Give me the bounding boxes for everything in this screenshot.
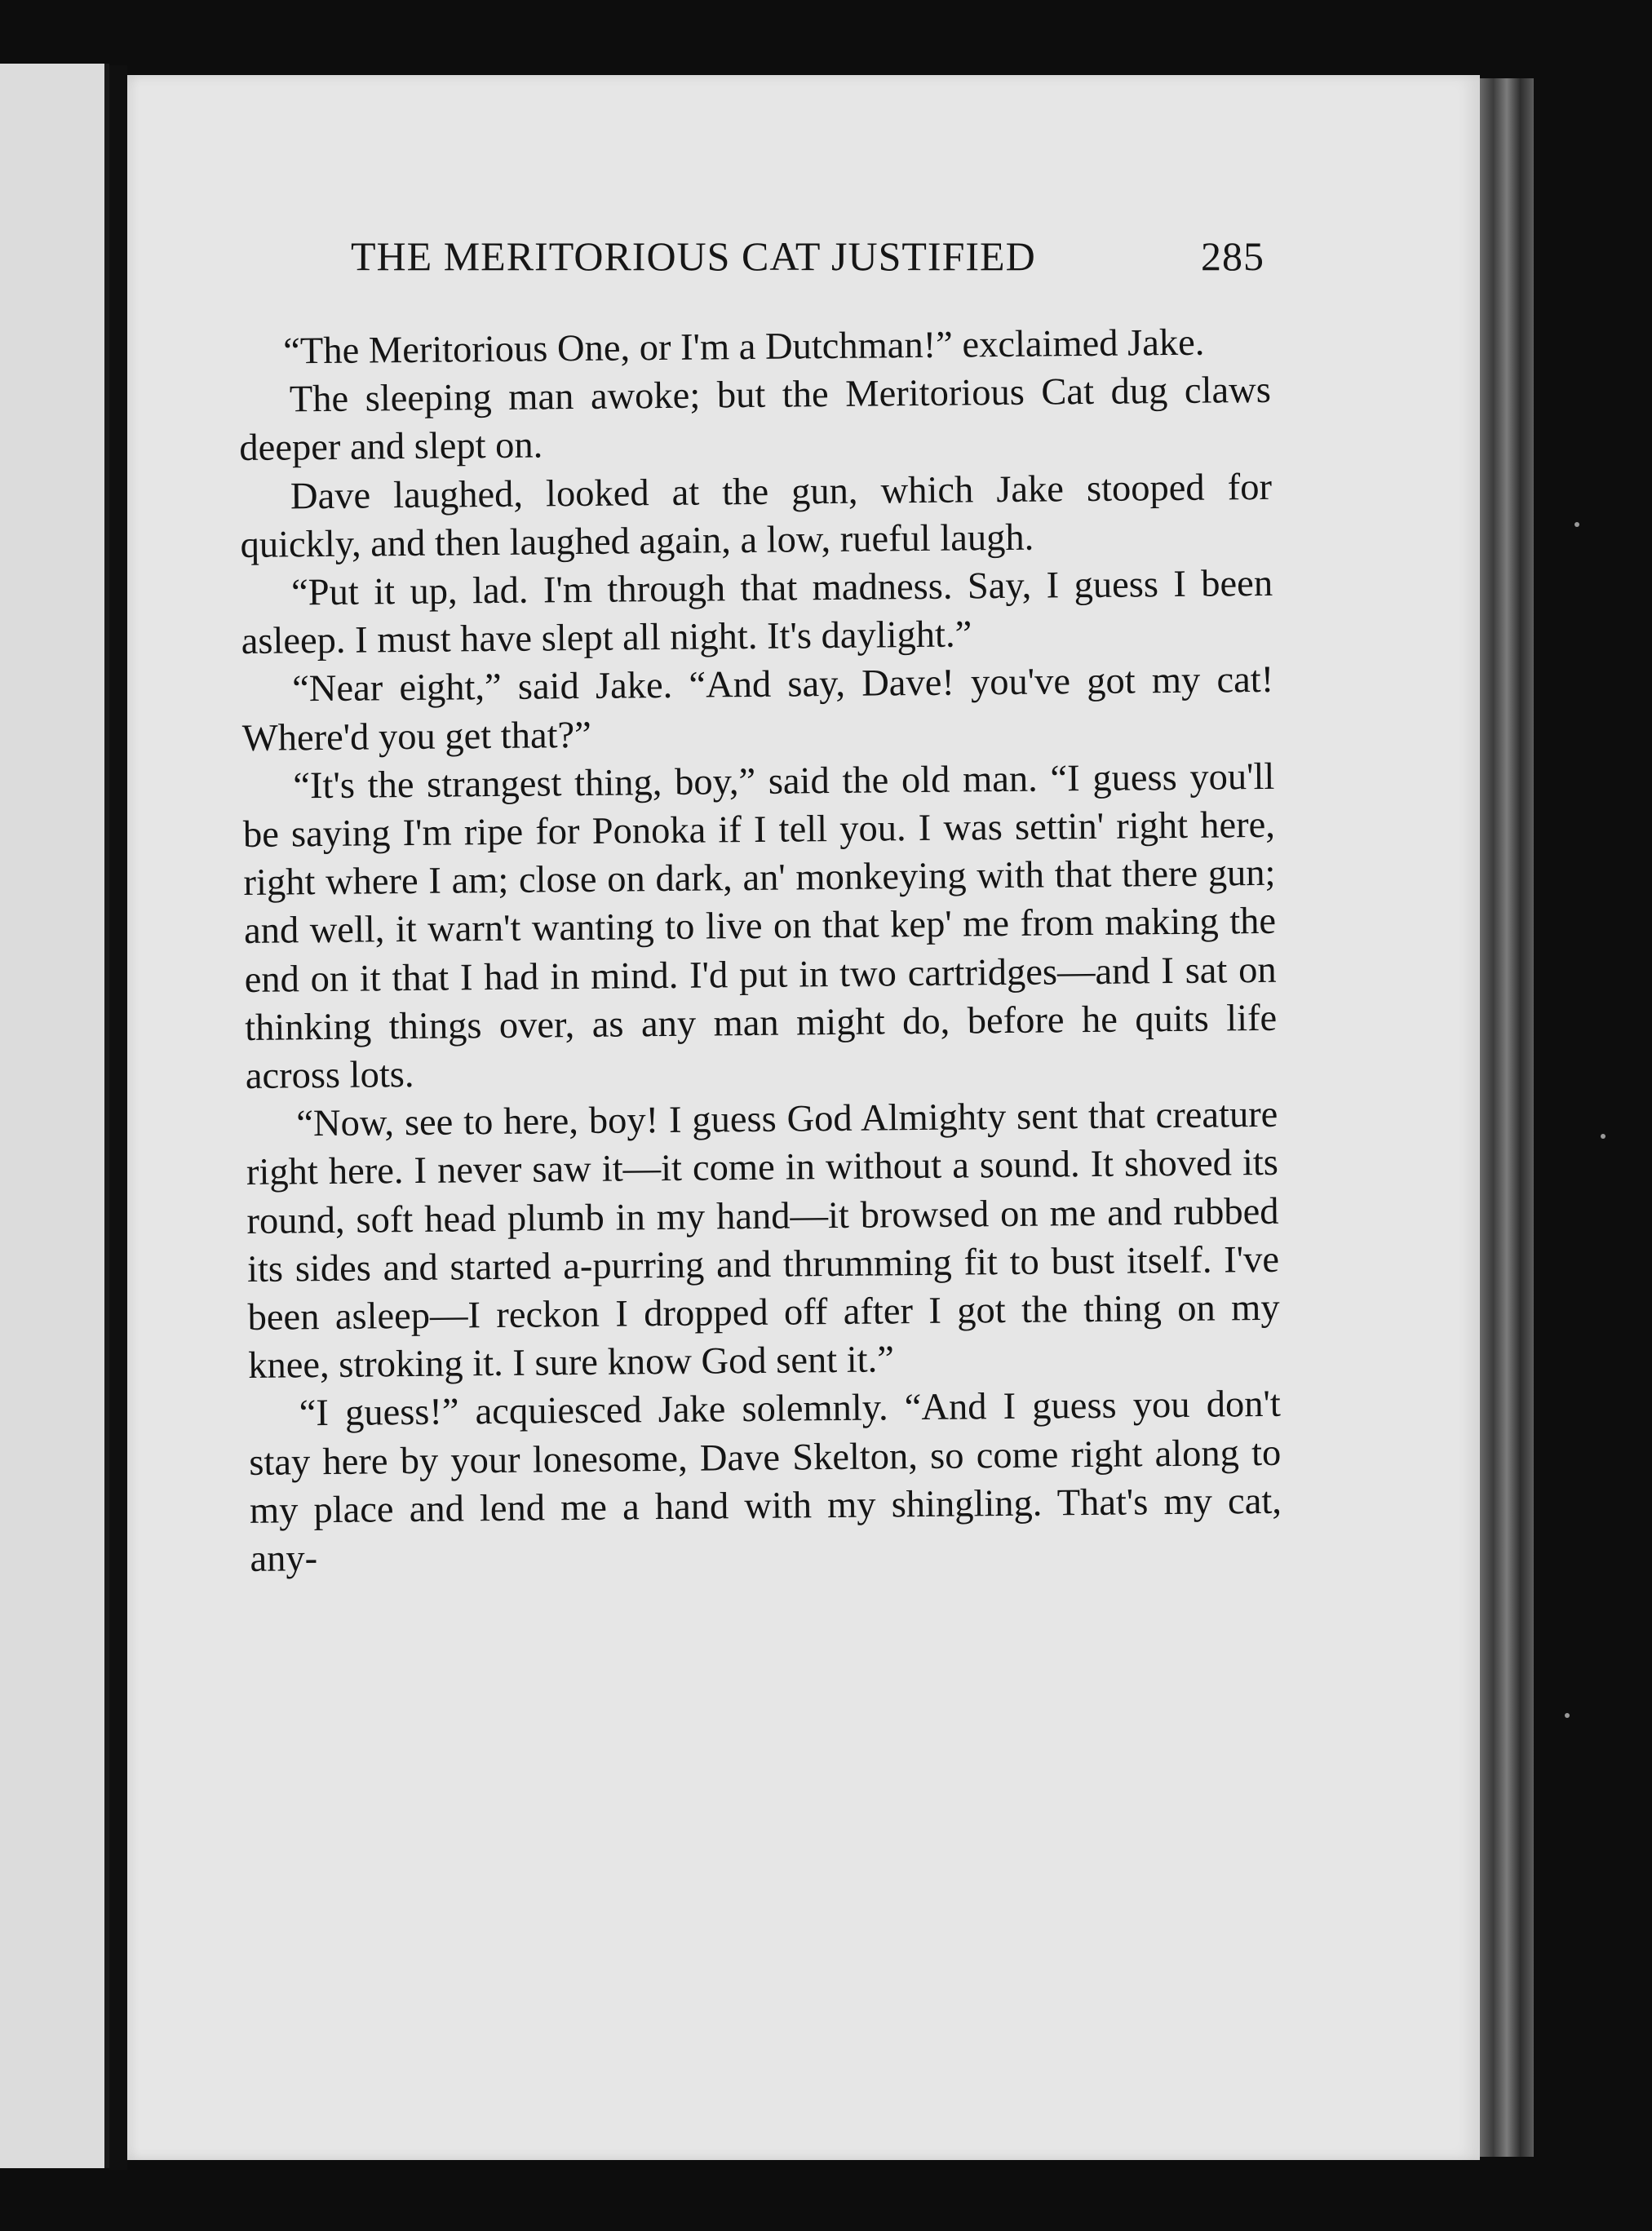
paragraph: “Now, see to here, boy! I guess God Almighty sent that creature right here. I never saw it—it come in without a sound. It shoved its round, soft head plumb in my hand—it browsed on me and rubbed its sides and started a-purring and thrumming fit to bust itself. I've been asleep—I reckon I dropped off after I got the thing on my knee, stroking it. I sure know God sent it.” [246,1094,1280,1388]
paragraph: “Put it up, lad. I'm through that madness. Say, I guess I been asleep. I must have slept all night. It's daylight.” [241,562,1273,663]
paragraph: “The Meritorious One, or I'm a Dutchman!” exclaimed Jake. [283,321,1205,373]
scan-speck [1574,522,1579,527]
paragraph: “It's the strangest thing, boy,” said the old man. “I guess you'll be saying I'm ripe for Ponoka if I tell you. I was settin' right here, right where I am; close on dark, an' monkeying with that there gun; and well, it warn't wanting to live on that kep' me from making the end on it that I had in mind. I'd put in two cartridges—and I sat on thinking things over, as any man might do, before he quits life across lots. [242,755,1278,1098]
page-stack-edge [1480,78,1534,2157]
scan-speck [1601,1134,1605,1139]
book-gutter [109,65,127,2170]
body-text [238,318,1282,1583]
facing-page-edge [0,64,109,2168]
running-head: THE MERITORIOUS CAT JUSTIFIED [351,233,1036,279]
paragraph: The sleeping man awoke; but the Meritorious Cat dug claws deeper and slept on. [239,370,1272,470]
page-number: 285 [1201,233,1264,279]
paragraph: Dave laughed, looked at the gun, which Jake stooped for quickly, and then laughed again, a low, rueful laugh. [240,466,1273,566]
scan-speck [1565,1713,1570,1718]
paragraph: “Near eight,” said Jake. “And say, Dave! you've got my cat! Where'd you get that?” [241,659,1274,759]
page-header [351,232,1264,298]
paragraph: “I guess!” acquiesced Jake solemnly. “And I guess you don't stay here by your lonesome, Dave Skelton, so come right along to my place and lend me a hand with my shingling. That's my cat, any- [249,1383,1282,1581]
